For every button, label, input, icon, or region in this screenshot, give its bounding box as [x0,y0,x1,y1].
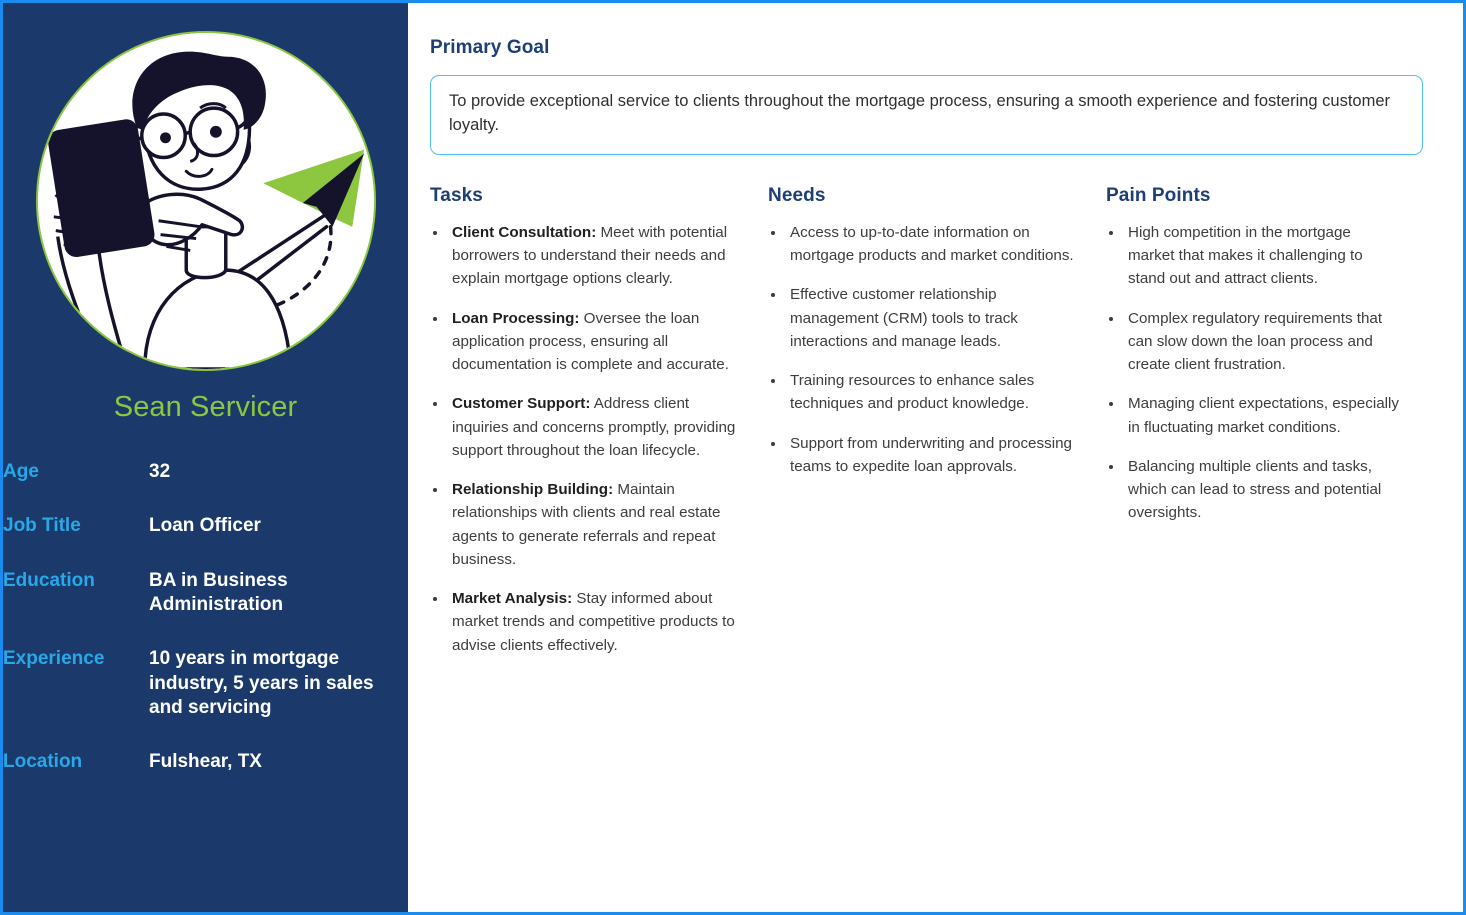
list-item-text: Managing client expectations, especially in fluctuating market conditions. [1128,395,1400,436]
attribute-label-job-title: Job Title [3,515,81,537]
list-item-text: Support from underwriting and processing teams to expedite loan approvals. [790,434,1072,475]
attribute-row-job-title [3,514,408,568]
column-tasks [430,185,768,673]
attribute-value-location: Fulshear, TX [149,751,262,773]
primary-goal-text: To provide exceptional service to clients throughout the mortgage process, ensuring a smooth experience and fostering customer loyalty. [449,92,1391,134]
attribute-label-age: Age [3,461,39,482]
attribute-value-experience: 10 years in mortgage industry, 5 years in sales and servicing [149,648,374,718]
list-item [1124,392,1399,439]
primary-goal-box [430,75,1423,155]
attribute-row-experience [3,647,408,750]
list-item-text: Oversee the loan application process, ensuring all documentation is complete and accurate. [452,309,729,374]
person-with-phone-illustration-avatar-icon [38,33,374,369]
list-item-text: Address client inquiries and concerns promptly, providing support throughout the loan lifecycle. [452,395,736,459]
list-item-text: Access to up-to-date information on mortgage products and market conditions. [790,223,1074,265]
tasks-list [430,221,744,657]
list-item [786,432,1082,479]
list-item-text: Training resources to enhance sales techniques and product knowledge. [790,372,1035,413]
attribute-value-education: BA in Business Administration [149,569,288,615]
primary-goal-heading: Primary Goal [430,37,550,58]
needs-list [768,221,1082,478]
persona-attributes-table [3,460,408,805]
column-heading-needs: Needs [768,184,826,206]
list-item-text: Complex regulatory requirements that can slow down the loan process and create client frustration. [1128,309,1383,374]
column-pain-points [1106,185,1423,673]
attribute-label-education: Education [3,569,95,591]
list-item-label: Market Analysis: [452,590,573,608]
persona-name: Sean Servicer [113,391,298,423]
attribute-row-education [3,569,408,648]
column-needs [768,185,1106,673]
list-item [786,221,1082,268]
pain-points-list [1106,221,1399,525]
list-item-text: Effective customer relationship management (CRM) tools to track interactions and manage leads. [790,286,1018,350]
list-item [448,307,744,377]
attribute-value-age: 32 [149,461,171,482]
list-item-text: Balancing multiple clients and tasks, which can lead to stress and potential oversights. [1128,457,1382,522]
persona-main-content [408,3,1463,912]
attribute-row-location [3,750,408,804]
list-item-label: Loan Processing: [452,309,580,327]
list-item [1124,307,1399,377]
list-item [448,221,744,291]
persona-sidebar [3,3,408,912]
attribute-value-job-title: Loan Officer [149,515,261,537]
list-item [448,392,744,462]
avatar [36,31,376,371]
attribute-label-location: Location [3,751,83,773]
column-heading-pain-points: Pain Points [1106,184,1211,206]
list-item-label: Relationship Building: [452,481,614,499]
list-item-text: Maintain relationships with clients and real estate agents to generate referrals and repeat business. [452,481,721,568]
list-item-label: Client Consultation: [452,223,597,241]
attribute-row-age [3,460,408,514]
attribute-label-experience: Experience [3,648,105,670]
list-item [1124,221,1399,291]
list-item-label: Customer Support: [452,395,591,413]
detail-columns [430,185,1423,673]
list-item-text: Meet with potential borrowers to understand their needs and explain mortgage options clearly. [452,223,728,288]
column-heading-tasks: Tasks [430,184,483,206]
list-item-text: Stay informed about market trends and competitive products to advise clients effectively. [452,590,735,654]
list-item-text: High competition in the mortgage market that makes it challenging to stand out and attract clients. [1128,223,1363,288]
list-item [448,587,744,657]
list-item [786,369,1082,416]
list-item [448,478,744,571]
list-item [1124,455,1399,525]
list-item [786,283,1082,353]
